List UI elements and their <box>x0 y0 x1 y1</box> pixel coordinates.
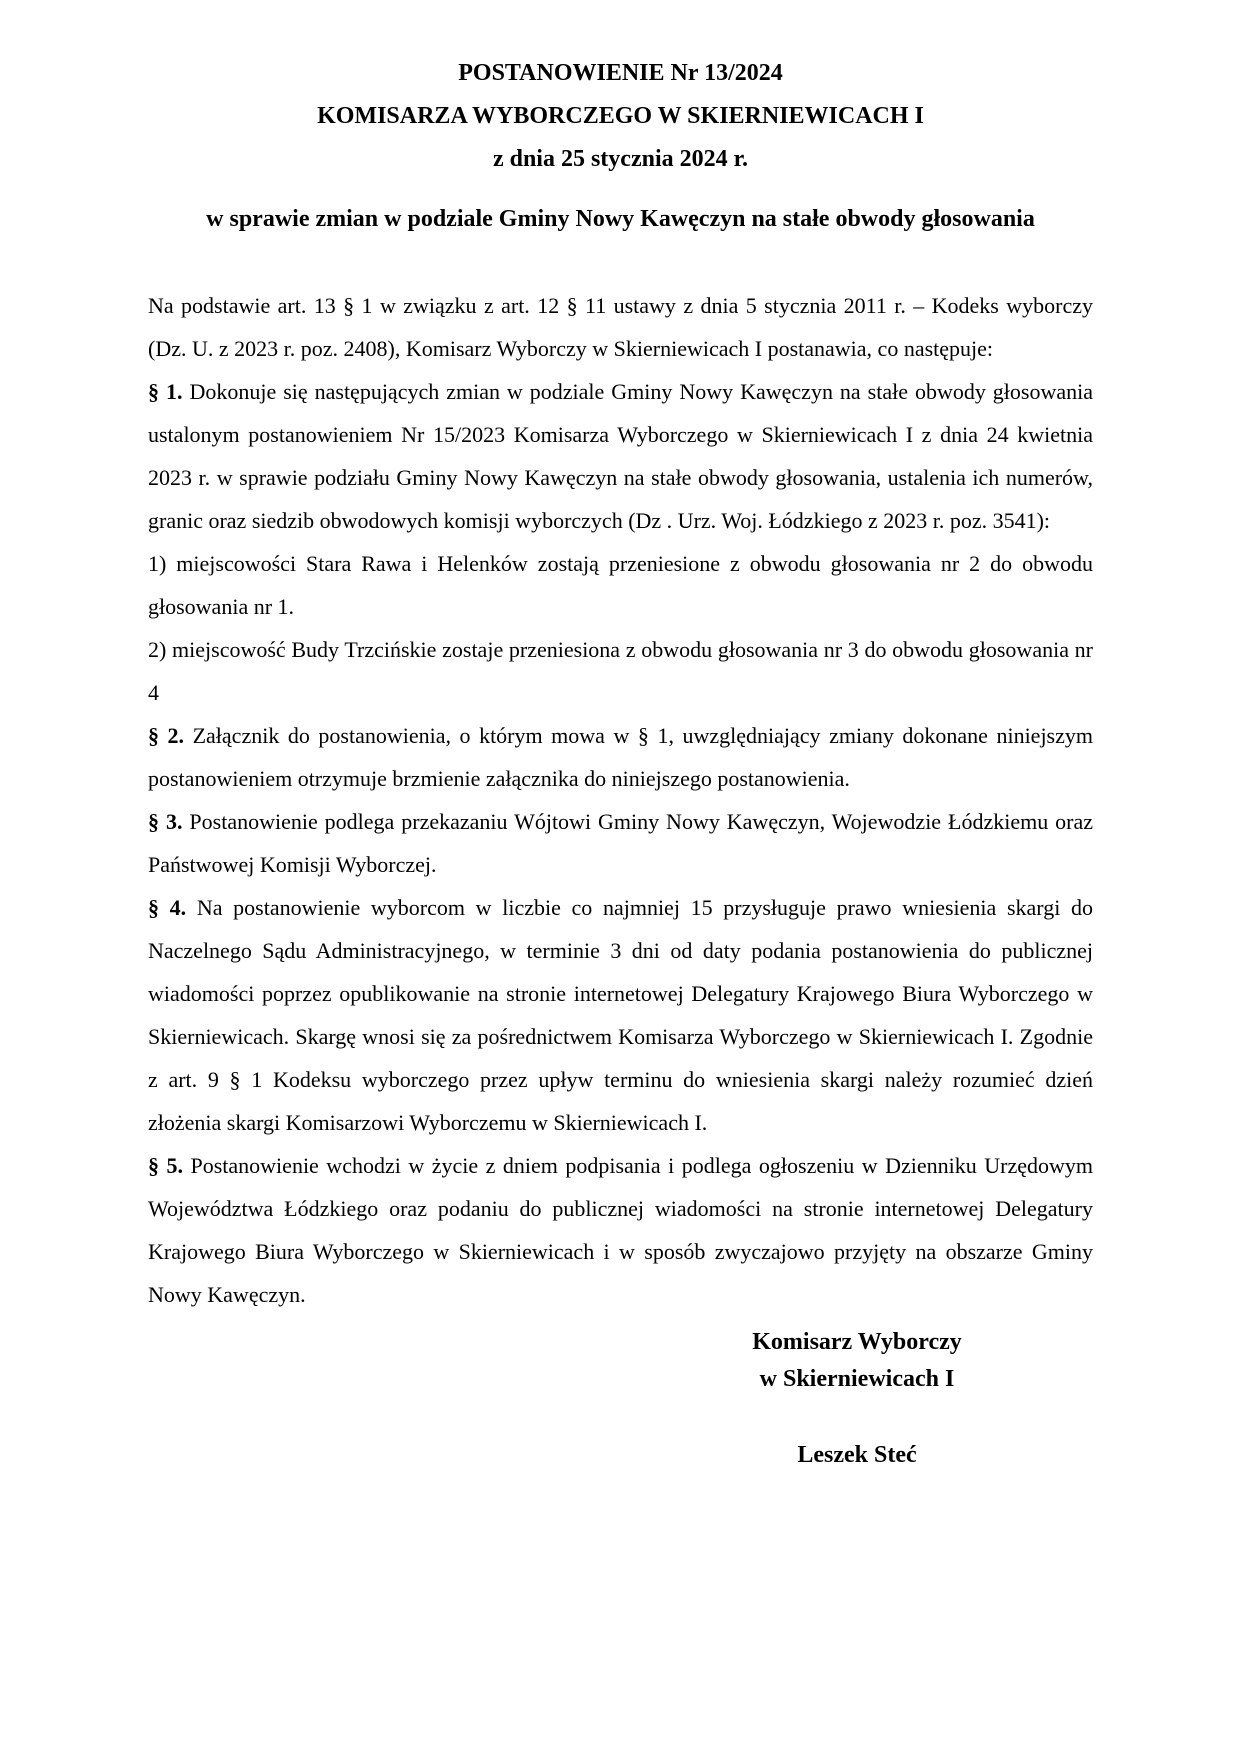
section-4-text: Na postanowienie wyborcom w liczbie co najmniej 15 przysługuje prawo wniesienia skargi do Naczelnego Sądu Administracyjnego, w terminie 3 dni od daty podania postanowienia do publicznej wiadomości poprzez opublikowanie na stronie internetowej Delegatury Krajowego Biura Wyborczego w Skierniewicach. Skargę wnosi się za pośrednictwem Komisarza Wyborczego w Skierniewicach I. Zgodnie z art. 9 § 1 Kodeksu wyborczego przez upływ terminu do wniesienia skargi należy rozumieć dzień złożenia skargi Komisarzowi Wyborczemu w Skierniewicach I. <box>148 895 1094 1135</box>
preamble-paragraph: Na podstawie art. 13 § 1 w związku z art. 12 § 11 ustawy z dnia 5 stycznia 2011 r. – Kodeks wyborczy (Dz. U. z 2023 r. poz. 2408), Komisarz Wyborczy w Skierniewicach I postanawia, co następuje: <box>148 293 1093 361</box>
section-3-text: Postanowienie podlega przekazaniu Wójtowi Gminy Nowy Kawęczyn, Wojewodzie Łódzkiemu oraz Państwowej Komisji Wyborczej. <box>148 809 1094 877</box>
section-1-label: § 1. <box>148 379 183 404</box>
section-4-label: § 4. <box>148 895 187 920</box>
list-item-2: 2) miejscowość Budy Trzcińskie zostaje przeniesiona z obwodu głosowania nr 3 do obwodu głosowania nr 4 <box>148 637 1093 705</box>
section-4-paragraph <box>148 886 1093 1144</box>
section-5-label: § 5. <box>148 1153 183 1178</box>
signature-role-line1: Komisarz Wyborczy <box>752 1329 962 1355</box>
document-date: z dnia 25 stycznia 2024 r. <box>492 146 749 172</box>
section-1-paragraph <box>148 370 1093 542</box>
signature-name: Leszek Steć <box>797 1442 917 1468</box>
section-2-paragraph <box>148 714 1093 800</box>
list-item-1: 1) miejscowości Stara Rawa i Helenków zostają przeniesione z obwodu głosowania nr 2 do obwodu głosowania nr 1. <box>148 551 1093 619</box>
document-body <box>148 284 1093 1316</box>
section-3-paragraph <box>148 800 1093 886</box>
document-subject: w sprawie zmian w podziale Gminy Nowy Kawęczyn na stałe obwody głosowania <box>206 206 1035 232</box>
section-5-paragraph <box>148 1144 1093 1316</box>
document-title: POSTANOWIENIE Nr 13/2024 <box>458 60 783 86</box>
signature-role-line2: w Skierniewicach I <box>759 1366 955 1392</box>
section-3-label: § 3. <box>148 809 183 834</box>
section-2-label: § 2. <box>148 723 185 748</box>
document-authority: KOMISARZA WYBORCZEGO W SKIERNIEWICACH I <box>317 103 924 129</box>
signature-block <box>647 1324 1067 1474</box>
section-2-text: Załącznik do postanowienia, o którym mowa w § 1, uwzględniający zmiany dokonane niniejszym postanowieniem otrzymuje brzmienie załącznika do niniejszego postanowienia. <box>148 723 1093 791</box>
section-5-text: Postanowienie wchodzi w życie z dniem podpisania i podlega ogłoszeniu w Dzienniku Urzędowym Województwa Łódzkiego oraz podaniu do publicznej wiadomości na stronie internetowej Delegatury Krajowego Biura Wyborczego w Skierniewicach i w sposób zwyczajowo przyjęty na obszarze Gminy Nowy Kawęczyn. <box>148 1153 1093 1307</box>
section-1-text: Dokonuje się następujących zmian w podziale Gminy Nowy Kawęczyn na stałe obwody głosowania ustalonym postanowieniem Nr 15/2023 Komisarza Wyborczego w Skierniewicach I z dnia 24 kwietnia 2023 r. w sprawie podziału Gminy Nowy Kawęczyn na stałe obwody głosowania, ustalenia ich numerów, granic oraz siedzib obwodowych komisji wyborczych (Dz . Urz. Woj. Łódzkiego z 2023 r. poz. 3541): <box>148 379 1094 533</box>
